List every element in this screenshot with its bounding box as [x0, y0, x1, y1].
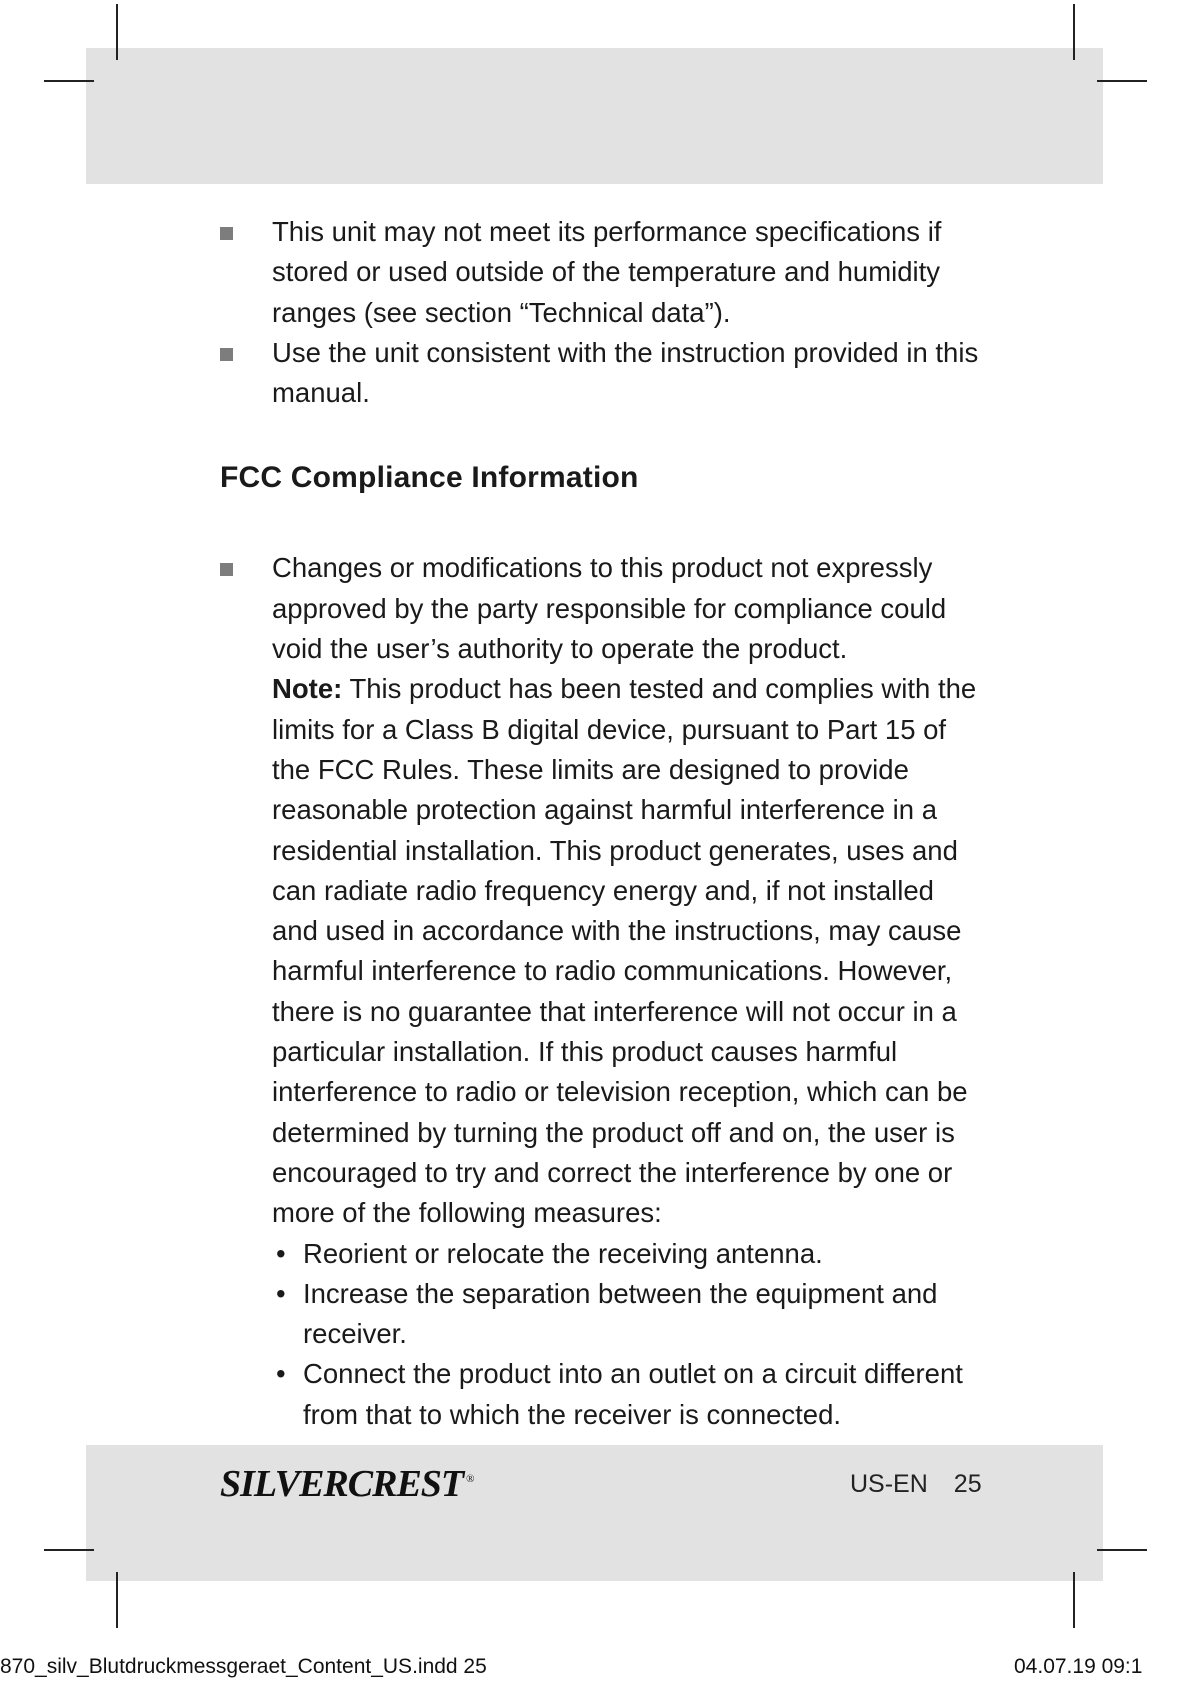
measure-item: • Increase the separation between the equipment and receiver. — [272, 1274, 980, 1355]
square-bullet-icon — [220, 227, 233, 240]
page-number: 25 — [953, 1470, 982, 1498]
list-item-text: This unit may not meet its performance specifications if stored or used outside of the temperature and humidity ranges (see section “Technical data”). — [272, 216, 942, 328]
crop-mark — [44, 1549, 94, 1551]
brand-name: SILVERCREST — [220, 1463, 464, 1505]
note-label: Note: — [272, 673, 343, 705]
header-band — [86, 48, 1103, 184]
language-code: US-EN — [850, 1470, 928, 1498]
slug-datetime: 04.07.19 09:1 — [1014, 1655, 1143, 1678]
page-footer-meta — [850, 1470, 982, 1499]
measure-item: • Connect the product into an outlet on a circuit different from that to which the receiver is connected. — [272, 1354, 980, 1435]
crop-mark — [116, 1572, 118, 1628]
crop-mark — [44, 80, 94, 82]
page-content — [220, 212, 980, 1435]
registered-mark: ® — [466, 1473, 474, 1486]
square-bullet-icon — [220, 563, 233, 576]
list-item — [220, 333, 980, 414]
list-item — [220, 212, 980, 333]
crop-mark — [1097, 1549, 1147, 1551]
crop-mark — [1073, 1572, 1075, 1628]
brand-logo — [220, 1462, 474, 1506]
crop-mark — [1097, 80, 1147, 82]
note-text: This product has been tested and complies with the limits for a Class B digital device, pursuant to Part 15 of the FCC Rules. These limits are designed to provide reasonable protection against harmful interference in a residential installation. This product generates, uses and can radiate radio frequency energy and, if not installed and used in accordance with the instructions, may cause harmful interference to radio communications. However, there is no guarantee that interference will not occur in a particular installation. If this product causes harmful interference to radio or television reception, which can be determined by turning the product off and on, the user is encouraged to try and correct the interference by one or more of the following measures: — [272, 673, 977, 1229]
measures-list — [272, 1234, 980, 1435]
measure-item: • Reorient or relocate the receiving antenna. — [272, 1234, 980, 1274]
crop-mark — [116, 4, 118, 60]
slug-filename: 870_silv_Blutdruckmessgeraet_Content_US.indd 25 — [0, 1655, 487, 1678]
crop-mark — [1073, 4, 1075, 60]
square-bullet-icon — [220, 348, 233, 361]
intro-text: Changes or modifications to this product not expressly approved by the party responsible for compliance could void the user’s authority to operate the product. — [272, 552, 947, 665]
section-heading: FCC Compliance Information — [220, 461, 639, 495]
list-item — [220, 548, 980, 1435]
list-item-text: Use the unit consistent with the instruction provided in this manual. — [272, 336, 979, 409]
